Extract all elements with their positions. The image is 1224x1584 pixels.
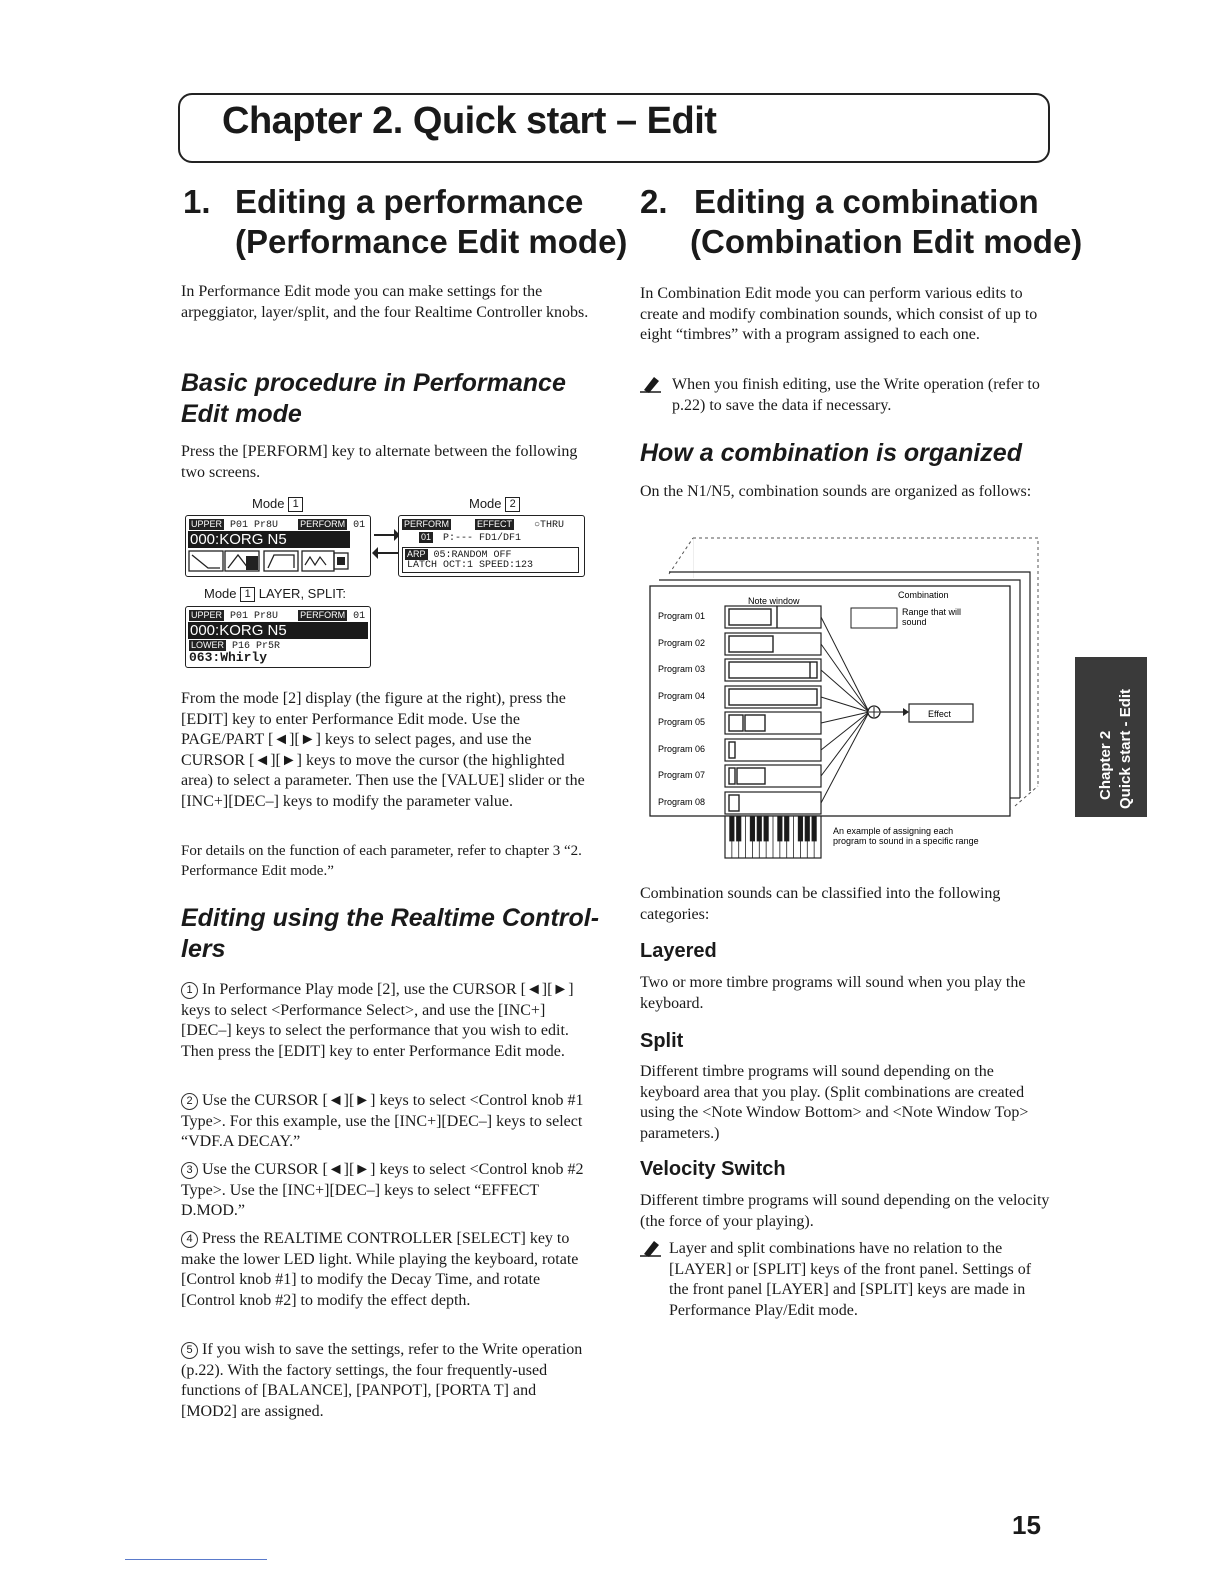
lcd1-tag-perform: PERFORM <box>300 519 346 529</box>
basic-procedure-heading <box>181 368 601 430</box>
mode1-label <box>252 496 303 512</box>
note-window-label: Note window <box>748 596 800 606</box>
section1-heading-line1: Editing a performance <box>235 183 584 220</box>
step-5 <box>181 1340 591 1422</box>
step-4-number: 4 <box>181 1231 198 1248</box>
step-3-text: Use the CURSOR [◄][►] keys to select <Control knob #2 Type>. Use the [INC+][DEC–] keys to select “EFFECT D.MOD.” <box>181 1161 584 1219</box>
lcd2-arp-row: ARP 05:RANDOM OFF <box>407 549 512 561</box>
step-3-number: 3 <box>181 1162 198 1179</box>
organization-text: On the N1/N5, combination sounds are organized as follows: <box>640 483 1032 500</box>
details-reference: For details on the function of each parameter, refer to chapter 3 “2. Performance Edit mode.” <box>181 843 582 879</box>
step-1 <box>181 980 591 1062</box>
lcd3-last: 063:Whirly <box>189 650 268 665</box>
diagram-caption: An example of assigning each program to sound in a specific range <box>833 826 979 846</box>
step-1-number: 1 <box>181 982 198 999</box>
note-layer-split-text: Layer and split combinations have no relation to the [LAYER] or [SPLIT] keys of the front panel. Settings of the front panel [LAYER] and [SPLIT] keys are made in Performance Play/Edit mode. <box>669 1240 1032 1319</box>
mode1-label-text: Mode <box>252 496 285 511</box>
black-key <box>778 816 782 841</box>
combination-diagram <box>645 536 1045 866</box>
split-text: Different timbre programs will sound depending on the keyboard area that you play. (Split combinations are created using the <Note Window Bottom> and <Note Window Top> parameters.) <box>640 1063 1029 1142</box>
black-key <box>798 816 802 841</box>
section2-number: 2. <box>640 183 668 220</box>
step-3 <box>181 1160 591 1222</box>
lcd1-row1 <box>189 519 365 531</box>
lcd1-row1-text: P01 Pr8U <box>230 520 279 531</box>
layered-text: Two or more timbre programs will sound when you play the keyboard. <box>640 974 1026 1012</box>
pencil-note-icon-2 <box>640 1239 662 1257</box>
note-write <box>640 375 1040 416</box>
lcd2-latch-row: LATCH OCT:1 SPEED:123 <box>407 560 534 571</box>
chapter-title: Chapter 2. Quick start – Edit <box>222 100 717 142</box>
lcd3-row3-text: P16 Pr5R <box>232 641 281 652</box>
mode3-label <box>204 586 346 602</box>
mode1-number: 1 <box>288 497 303 512</box>
lcd3-row1 <box>189 610 365 622</box>
lcd2-arp-box <box>402 547 579 573</box>
black-key <box>730 816 734 841</box>
mode3-label-text: Mode <box>204 586 237 601</box>
step-2 <box>181 1091 591 1153</box>
mode3-label-desc: LAYER, SPLIT: <box>258 586 346 601</box>
split-heading: Split <box>640 1030 684 1052</box>
velocity-switch-heading: Velocity Switch <box>640 1158 786 1180</box>
realtime-heading-line2: lers <box>181 935 226 963</box>
step-4 <box>181 1229 591 1311</box>
lcd3-tag-perform: PERFORM <box>300 610 346 620</box>
lcd3-tag-upper: UPPER <box>191 610 223 620</box>
lcd1-tag-upper: UPPER <box>191 519 223 529</box>
program-06-label: Program 06 <box>658 744 706 754</box>
realtime-heading-line1: Editing using the Realtime Control- <box>181 904 600 932</box>
black-key <box>764 816 768 841</box>
lcd1-icon-strip <box>188 550 366 572</box>
mode2-label-text: Mode <box>469 496 502 511</box>
mode2-label <box>469 496 520 512</box>
black-key <box>750 816 754 841</box>
basic-procedure-heading-line2: Edit mode <box>181 400 302 428</box>
chapter-side-tab-label <box>1075 657 1147 817</box>
section1-number: 1. <box>183 183 211 220</box>
section2-heading-line2: (Combination Edit mode) <box>690 223 1083 260</box>
black-key <box>805 816 809 841</box>
effect-label: Effect <box>928 709 951 719</box>
note-layer-split <box>640 1239 1050 1321</box>
lcd2-row1: PERFORM EFFECT ○THRU <box>404 519 565 531</box>
section2-heading <box>640 182 1083 266</box>
program-08-label: Program 08 <box>658 797 706 807</box>
side-tab-line1: Chapter 2 <box>1097 730 1114 800</box>
step-1-text: In Performance Play mode [2], use the CURSOR [◄][►] keys to select <Performance Select>, and use the [INC+][DEC–] keys to select the performance that you wish to edit. Then press the [EDIT] key to enter Performance Edit mode. <box>181 981 574 1060</box>
lcd2-arp-text: 05:RANDOM OFF <box>433 550 512 561</box>
mode2-number: 2 <box>505 497 520 512</box>
step-5-text: If you wish to save the settings, refer to the Write operation (p.22). With the factory settings, the four frequently-used functions of [BALANCE], [PANPOT], [PORTA T] and [MOD2] are assigned. <box>181 1341 583 1420</box>
black-key <box>757 816 761 841</box>
program-05-label: Program 05 <box>658 717 706 727</box>
section1-heading <box>183 182 628 266</box>
section1-intro: In Performance Edit mode you can make settings for the arpeggiator, layer/split, and the four Realtime Controller knobs. <box>181 283 589 321</box>
mode-description: From the mode [2] display (the figure at the right), press the [EDIT] key to enter Performance Edit mode. Use the PAGE/PART [◄][►] keys to select pages, and use the CURSOR [◄][►] keys to move the cursor (the highlighted area) to select a parameter. Then use the [VALUE] slider or the [INC+][DEC–] keys to modify the parameter value. <box>181 690 585 810</box>
program-02-label: Program 02 <box>658 638 706 648</box>
black-key <box>812 816 816 841</box>
mode3-number: 1 <box>240 587 255 602</box>
footer-line <box>125 1559 267 1560</box>
lcd3-row1-end: 01 <box>353 611 366 622</box>
lcd-mode1 <box>185 515 371 577</box>
section2-intro: In Combination Edit mode you can perform various edits to create and modify combination sounds, which consist of up to eight “timbres” with a program assigned to each one. <box>640 285 1038 343</box>
program-07-label: Program 07 <box>658 770 706 780</box>
lcd-mode2 <box>398 515 585 577</box>
classification-text: Combination sounds can be classified into the following categories: <box>640 885 1001 923</box>
program-04-label: Program 04 <box>658 691 706 701</box>
pencil-note-icon <box>640 375 662 393</box>
lcd2-thru: THRU <box>540 520 565 531</box>
step-2-text: Use the CURSOR [◄][►] keys to select <Control knob #1 Type>. For this example, use the [INC+][DEC–] keys to select “VDF.A DECAY.” <box>181 1092 584 1150</box>
combination-label: Combination <box>898 590 949 600</box>
black-key <box>785 816 789 841</box>
side-tab-line2: Quick start - Edit <box>1117 688 1134 809</box>
black-key <box>737 816 741 841</box>
step-5-number: 5 <box>181 1342 198 1359</box>
section2-heading-line1: Editing a combination <box>694 183 1039 220</box>
lcd2-tag-perform: PERFORM <box>404 519 449 529</box>
lcd2-tag-effect: EFFECT <box>477 519 513 529</box>
section1-heading-line2: (Performance Edit mode) <box>235 223 628 260</box>
velocity-switch-text: Different timbre programs will sound depending on the velocity (the force of your playing). <box>640 1192 1050 1230</box>
realtime-heading <box>181 903 601 965</box>
lcd2-p-row: 01 P:--- FD1/DF1 <box>421 532 522 544</box>
lcd1-row1-end: 01 <box>353 520 366 531</box>
lcd3-tag-lower: LOWER <box>191 640 225 650</box>
lcd-mode1-layer <box>185 606 371 668</box>
page-number: 15 <box>1012 1510 1041 1540</box>
organization-heading: How a combination is organized <box>640 439 1022 467</box>
step-4-text: Press the REALTIME CONTROLLER [SELECT] key to make the lower LED light. While playing the keyboard, rotate [Control knob #1] to modify the Decay Time, and rotate [Control knob #2] to modify the effect depth. <box>181 1230 579 1309</box>
range-label: Range that will sound <box>902 607 962 627</box>
note-write-text: When you finish editing, use the Write operation (refer to p.22) to save the data if necessary. <box>672 376 1040 414</box>
step-2-number: 2 <box>181 1093 198 1110</box>
program-03-label: Program 03 <box>658 664 706 674</box>
program-01-label: Program 01 <box>658 611 706 621</box>
mode-toggle-arrows <box>372 524 400 564</box>
lcd3-row1-text: P01 Pr8U <box>230 611 279 622</box>
layered-heading: Layered <box>640 940 717 962</box>
basic-procedure-heading-line1: Basic procedure in Performance <box>181 369 566 397</box>
lcd3-main: 000:KORG N5 <box>188 622 368 639</box>
lcd1-main: 000:KORG N5 <box>188 531 350 548</box>
basic-procedure-text: Press the [PERFORM] key to alternate between the following two screens. <box>181 443 578 481</box>
lcd2-p-text: P:--- FD1/DF1 <box>443 533 522 544</box>
